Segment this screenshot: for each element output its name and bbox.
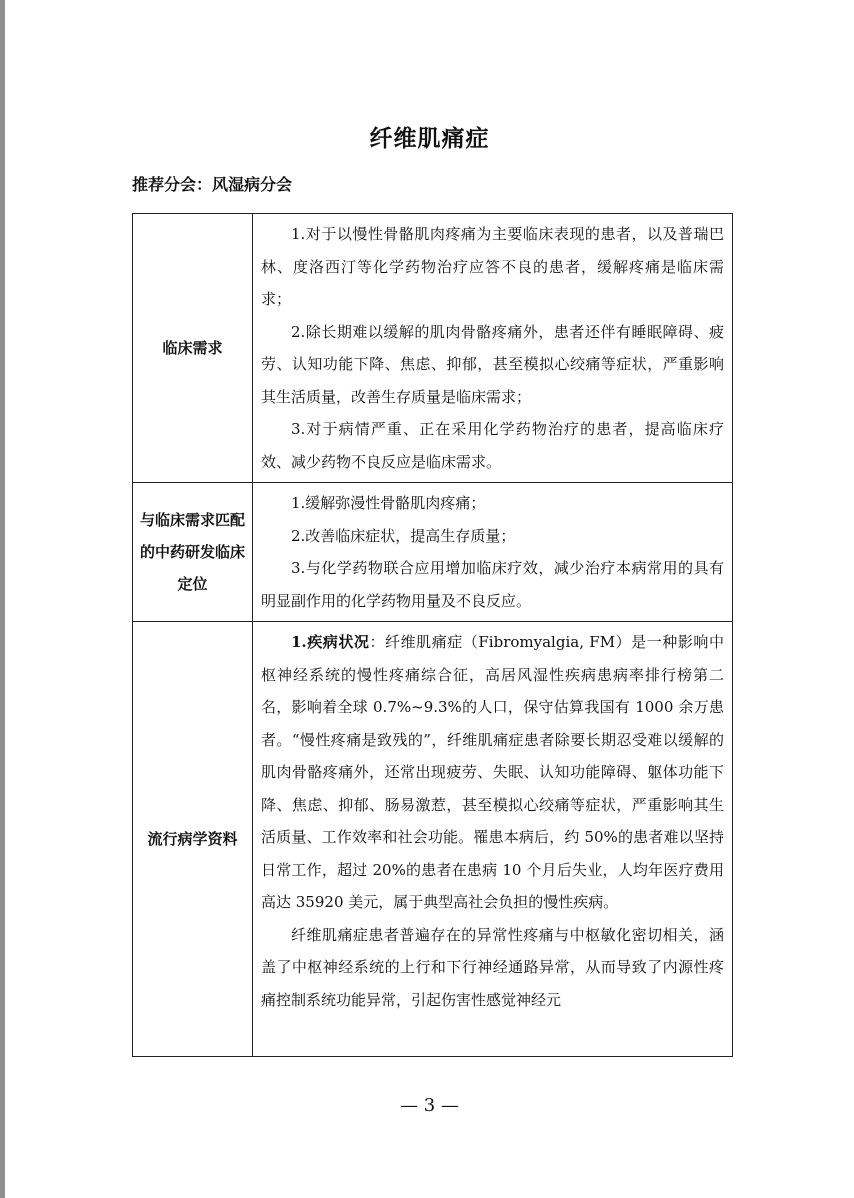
row-content — [253, 622, 733, 1057]
paragraph: 3.与化学药物联合应用增加临床疗效，减少治疗本病常用的具有明显副作用的化学药物用量及不良反应。 — [261, 559, 724, 610]
recommending-society-label: 推荐分会： — [132, 175, 213, 194]
paragraph: 1.对于以慢性骨骼肌肉疼痛为主要临床表现的患者，以及普瑞巴林、度洛西汀等化学药物治疗应答不良的患者，缓解疼痛是临床需求； — [261, 225, 724, 308]
paragraph: 2.改善临床症状，提高生存质量； — [291, 526, 516, 545]
paragraph — [261, 626, 724, 919]
paragraph-body: ：纤维肌痛症（Fibromyalgia, FM）是一种影响中枢神经系统的慢性疼痛综合征，高居风湿性疾病患病率排行榜第二名，影响着全球 0.7%~9.3%的人口，保守估算我国有 1000 余万患者。“慢性疼痛是致残的”，纤维肌痛症患者除要长期忍受难以缓解的肌肉骨骼疼痛外，还常出现疲劳、失眠、认知功能障碍、躯体功能下降、焦虑、抑郁、肠易激惹，甚至模拟心绞痛等症状，严重影响其生活质量、工作效率和社会功能。罹患本病后，约 50%的患者难以坚持日常工作，超过 20%的患者在患病 10 个月后失业，人均年医疗费用高达 35920 美元，属于典型高社会负担的慢性疾病。 — [261, 633, 724, 911]
info-table — [132, 213, 733, 1057]
recommending-society-value: 风湿病分会 — [212, 175, 293, 194]
row-content — [253, 483, 733, 622]
table-row-clinical-needs — [133, 214, 733, 483]
paragraph: 3.对于病情严重、正在采用化学药物治疗的患者，提高临床疗效、减少药物不良反应是临床需求。 — [261, 420, 724, 471]
document-title: 纤维肌痛症 — [369, 125, 490, 152]
row-label: 临床需求 — [133, 214, 253, 483]
table-row-epidemiology — [133, 622, 733, 1057]
paragraph: 1.缓解弥漫性骨骼肌肉疼痛； — [291, 494, 486, 512]
document-page — [5, 0, 854, 1198]
table-row-positioning — [133, 483, 733, 622]
row-content — [253, 214, 733, 483]
page-number: — 3 — — [400, 1095, 459, 1116]
recommending-society — [132, 172, 292, 195]
paragraph: 2.除长期难以缓解的肌肉骨骼疼痛外，患者还伴有睡眠障碍、疲劳、认知功能下降、焦虑、抑郁，甚至模拟心绞痛等症状，严重影响其生活质量，改善生存质量是临床需求； — [261, 322, 724, 406]
row-label: 流行病学资料 — [133, 622, 253, 1057]
paragraph: 纤维肌痛症患者普遍存在的异常性疼痛与中枢敏化密切相关，涵盖了中枢神经系统的上行和下行神经通路异常，从而导致了内源性疼痛控制系统功能异常，引起伤害性感觉神经元 — [261, 925, 724, 1009]
paragraph-heading: 1.疾病状况 — [291, 633, 370, 651]
row-label: 与临床需求匹配的中药研发临床定位 — [133, 483, 253, 622]
